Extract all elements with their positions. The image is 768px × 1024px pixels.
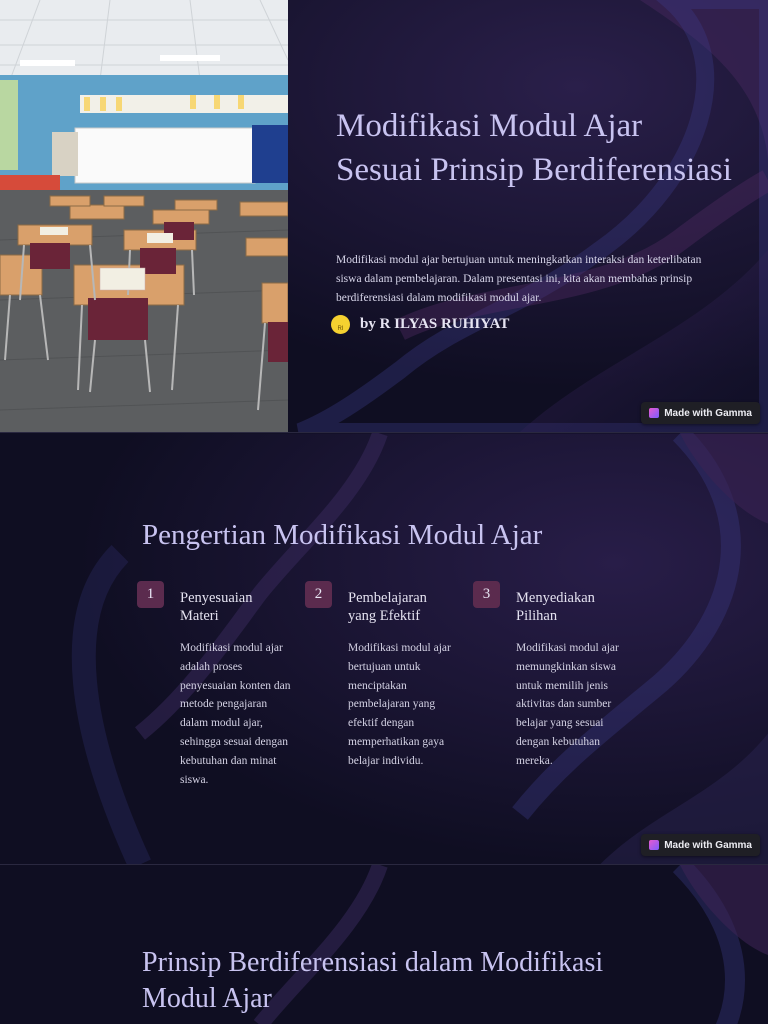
gamma-logo-icon [649,840,659,850]
slide-title [0,0,768,432]
item-title: Menyediakan Pilihan [516,590,595,624]
gamma-logo-icon [649,408,659,418]
step-number: 2 [305,581,332,608]
item-title: Penyesuaian Materi [180,590,253,624]
gamma-badge-label: Made with Gamma [664,407,752,419]
step-number: 1 [137,581,164,608]
step-number: 3 [473,581,500,608]
slide-pengertian [0,433,768,864]
item-title: Pembelajaran yang Efektif [348,590,427,624]
classroom-photo [0,0,288,432]
section-title: Prinsip Berdiferensiasi dalam Modifikasi Modul Ajar [142,947,604,1014]
section-title: Pengertian Modifikasi Modul Ajar [142,519,543,551]
item-body: Modifikasi modul ajar adalah proses penyesuaian konten dan metode pengajaran dalam modul ajar, sehingga sesuai dengan kebutuhan dan minat siswa. [180,642,291,786]
item-body: Modifikasi modul ajar memungkinkan siswa untuk memilih jenis aktivitas dan sumber belajar yang sesuai dengan kebutuhan mereka. [516,642,619,767]
slide-title-heading: Modifikasi Modul Ajar Sesuai Prinsip Berdiferensiasi [336,108,732,188]
made-with-gamma-button[interactable] [641,834,760,856]
author-row [331,315,509,334]
item-body: Modifikasi modul ajar bertujuan untuk menciptakan pembelajaran yang efektif dengan memperhatikan gaya belajar individu. [348,642,451,767]
author-avatar: RI [331,315,350,334]
made-with-gamma-button[interactable] [641,402,760,424]
author-name: by R ILYAS RUHIYAT [360,316,510,332]
slide-prinsip [0,865,768,1024]
slide-description: Modifikasi modul ajar bertujuan untuk meningkatkan interaksi dan keterlibatan siswa dalam pembelajaran. Dalam presentasi ini, kita akan membahas prinsip berdiferensiasi dalam modifikasi modul ajar. [336,254,702,304]
gamma-badge-label: Made with Gamma [664,839,752,851]
